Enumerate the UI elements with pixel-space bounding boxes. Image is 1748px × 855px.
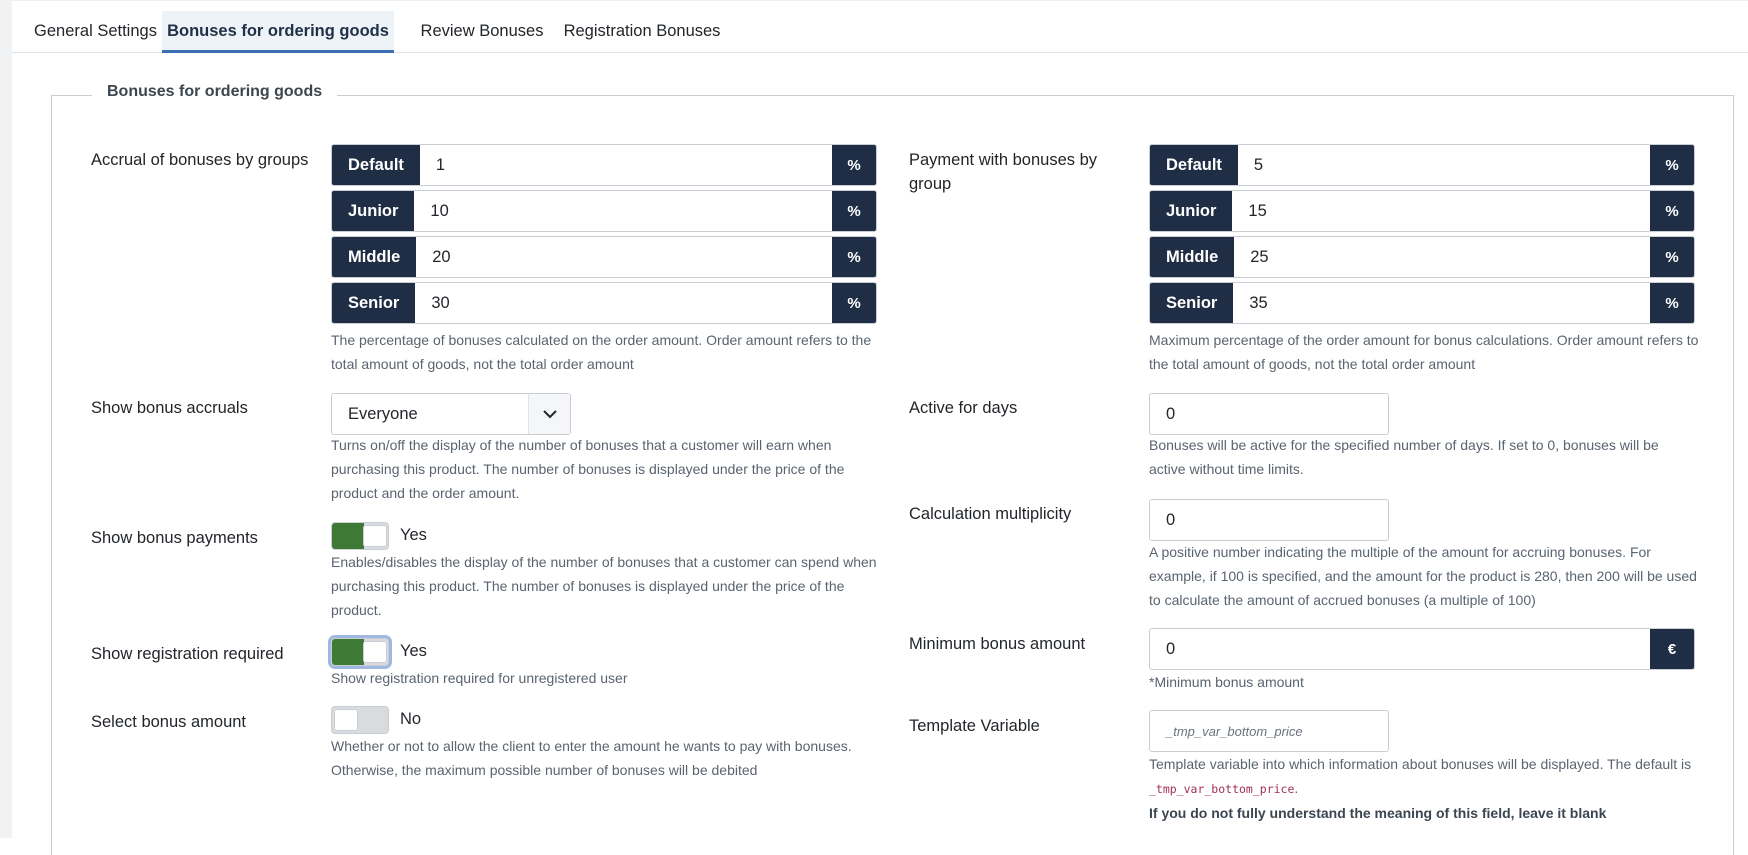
select-amount-label: Select bonus amount <box>91 713 247 731</box>
group-name-badge: Middle <box>1150 237 1234 277</box>
group-name-badge: Senior <box>332 283 415 323</box>
accrual-senior-input[interactable]: 30 <box>431 293 450 312</box>
template-var-help-code: _tmp_var_bottom_price <box>1149 782 1295 796</box>
payment-middle-group[interactable] <box>1149 236 1695 278</box>
select-amount-state: No <box>400 710 422 728</box>
show-registration-toggle[interactable] <box>331 638 389 666</box>
tab-registration-bonuses[interactable]: Registration Bonuses <box>563 22 721 40</box>
percent-suffix: % <box>1650 145 1694 185</box>
accrual-middle-group[interactable] <box>331 236 877 278</box>
group-name-badge: Default <box>1150 145 1238 185</box>
group-name-badge: Junior <box>1150 191 1232 231</box>
active-days-help: Bonuses will be active for the specified number of days. If set to 0, bonuses will be active without time limits. <box>1149 437 1659 477</box>
multiplicity-input[interactable]: 0 <box>1149 499 1389 541</box>
show-registration-help: Show registration required for unregistered user <box>331 670 628 686</box>
group-name-badge: Default <box>332 145 420 185</box>
percent-suffix: % <box>832 145 876 185</box>
payment-default-input[interactable]: 5 <box>1253 155 1264 174</box>
accrual-junior-input[interactable]: 10 <box>430 201 449 220</box>
payment-label: Payment with bonuses by group <box>909 151 1098 193</box>
fieldset-legend: Bonuses for ordering goods <box>92 83 337 101</box>
show-payments-toggle[interactable] <box>331 522 389 550</box>
min-amount-input[interactable]: 0 <box>1166 639 1176 658</box>
show-accruals-help: Turns on/off the display of the number of bonuses that a customer will earn when purchasing this product. The number of bonuses is displayed under the price of the product and the order amount. <box>331 437 845 501</box>
percent-suffix: % <box>832 283 876 323</box>
accrual-label: Accrual of bonuses by groups <box>91 151 309 169</box>
tab-bonuses-ordering-goods[interactable]: Bonuses for ordering goods <box>162 11 394 53</box>
template-var-help <box>1149 752 1699 825</box>
accrual-senior-group[interactable] <box>331 282 877 324</box>
show-payments-label: Show bonus payments <box>91 529 258 547</box>
template-var-help-dot: . <box>1294 780 1299 796</box>
percent-suffix: % <box>1650 237 1694 277</box>
select-value: Everyone <box>348 404 418 423</box>
group-name-badge: Junior <box>332 191 414 231</box>
percent-suffix: % <box>832 237 876 277</box>
show-payments-help: Enables/disables the display of the number of bonuses that a customer can spend when purchasing this product. The number of bonuses is displayed under the price of the product. <box>331 554 877 618</box>
euro-suffix: € <box>1650 629 1694 669</box>
payment-senior-input[interactable]: 35 <box>1249 293 1268 312</box>
payment-junior-input[interactable]: 15 <box>1248 201 1267 220</box>
min-amount-help: *Minimum bonus amount <box>1149 674 1304 690</box>
select-amount-toggle[interactable] <box>331 706 389 734</box>
payment-help: Maximum percentage of the order amount for bonus calculations. Order amount refers to the total amount of goods, not the total order amount <box>1149 332 1699 372</box>
template-var-help-warning: If you do not fully understand the meaning of this field, leave it blank <box>1149 805 1607 821</box>
template-var-label: Template Variable <box>909 717 1040 735</box>
payment-senior-group[interactable] <box>1149 282 1695 324</box>
payment-default-group[interactable] <box>1149 144 1695 186</box>
payment-junior-group[interactable] <box>1149 190 1695 232</box>
group-name-badge: Senior <box>1150 283 1233 323</box>
group-name-badge: Middle <box>332 237 416 277</box>
multiplicity-help: A positive number indicating the multiple of the amount for accruing bonuses. For example, if 100 is specified, and the amount for the product is 280, then 200 will be used to calculate the amount of accrued bonuses (a multiple of 100) <box>1149 544 1697 608</box>
percent-suffix: % <box>1650 283 1694 323</box>
tab-bar <box>12 0 1748 53</box>
active-days-label: Active for days <box>909 399 1018 417</box>
template-var-input[interactable] <box>1149 710 1389 752</box>
chevron-down-icon[interactable] <box>528 394 570 434</box>
accrual-help: The percentage of bonuses calculated on the order amount. Order amount refers to the total amount of goods, not the total order amount <box>331 332 872 372</box>
min-amount-label: Minimum bonus amount <box>909 635 1086 653</box>
show-accruals-select[interactable] <box>331 393 571 435</box>
show-registration-label: Show registration required <box>91 645 284 663</box>
select-amount-help: Whether or not to allow the client to enter the amount he wants to pay with bonuses. Otherwise, the maximum possible number of bonuses will be debited <box>331 738 852 778</box>
show-registration-state: Yes <box>400 642 427 660</box>
template-var-placeholder: _tmp_var_bottom_price <box>1166 723 1303 739</box>
tab-review-bonuses[interactable]: Review Bonuses <box>420 22 544 40</box>
page-left-edge <box>0 0 12 838</box>
min-amount-group[interactable] <box>1149 628 1695 670</box>
accrual-default-group[interactable] <box>331 144 877 186</box>
show-payments-state: Yes <box>400 526 427 544</box>
payment-middle-input[interactable]: 25 <box>1250 247 1269 266</box>
accrual-junior-group[interactable] <box>331 190 877 232</box>
accrual-middle-input[interactable]: 20 <box>432 247 451 266</box>
active-days-input[interactable]: 0 <box>1149 393 1389 435</box>
multiplicity-label: Calculation multiplicity <box>909 505 1072 523</box>
template-var-help-text: Template variable into which information about bonuses will be displayed. The default is <box>1149 756 1692 772</box>
percent-suffix: % <box>1650 191 1694 231</box>
accrual-default-input[interactable]: 1 <box>435 155 446 174</box>
percent-suffix: % <box>832 191 876 231</box>
tab-general-settings[interactable]: General Settings <box>34 22 157 40</box>
show-accruals-label: Show bonus accruals <box>91 399 248 417</box>
